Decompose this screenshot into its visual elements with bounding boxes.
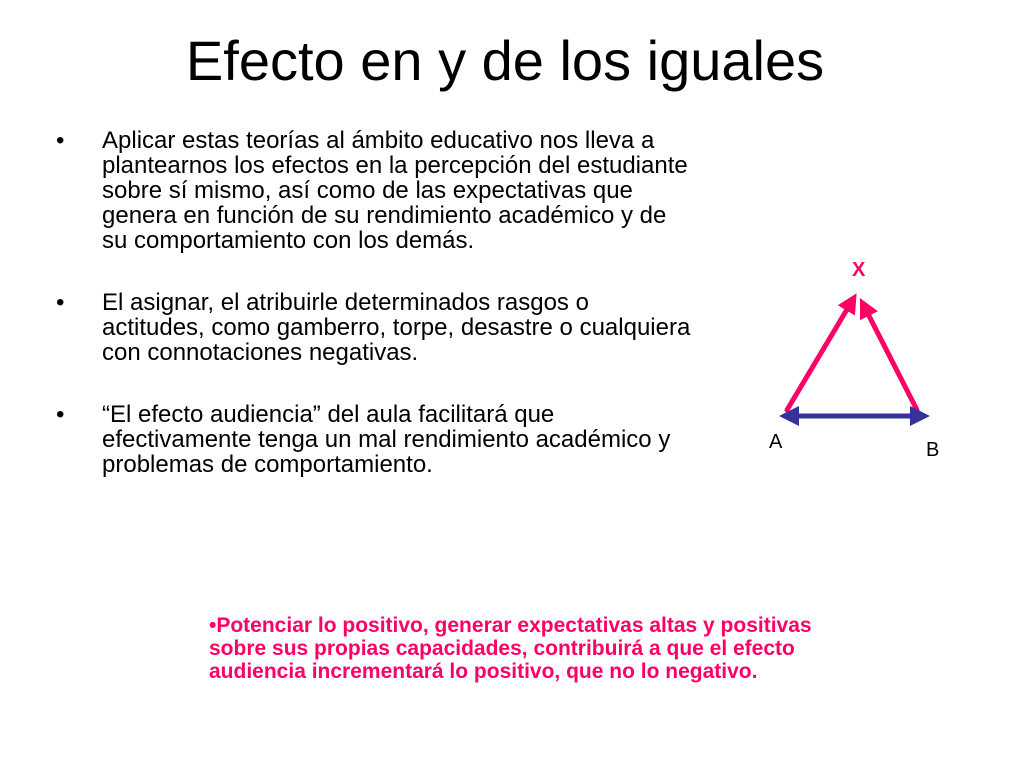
vertex-label-b: B xyxy=(926,439,940,461)
bullet-text: Aplicar estas teorías al ámbito educativo nos lleva a plantearnos los efectos en la percepción del estudiante sobre sí mismo, así como de las expectativas que genera en función de su rendimiento académico y de su comportamiento con los demás. xyxy=(102,127,688,254)
bullet-item xyxy=(56,402,696,477)
bullet-text: “El efecto audiencia” del aula facilitará que efectivamente tenga un mal rendimiento académico y problemas de comportamiento. xyxy=(102,401,671,478)
bullet-marker: • xyxy=(56,401,65,428)
bullet-text: El asignar, el atribuirle determinados rasgos o actitudes, como gamberro, torpe, desastre o cualquiera con connotaciones negativas. xyxy=(102,289,691,366)
bullet-item xyxy=(56,128,696,253)
vertex-label-a: A xyxy=(769,431,783,453)
bullet-marker: • xyxy=(56,289,65,316)
slide-title: Efecto en y de los iguales xyxy=(185,29,825,92)
bullet-marker: • xyxy=(56,127,65,154)
arrow-b-to-x xyxy=(864,306,917,410)
vertex-label-x: X xyxy=(852,259,866,281)
arrow-a-to-x xyxy=(787,301,852,410)
bullet-item xyxy=(56,290,696,365)
highlight-note: •Potenciar lo positivo, generar expectativas altas y positivas sobre sus propias capacidades, contribuirá a que el efecto audiencia incrementará lo positivo, que no lo negativo. xyxy=(209,614,812,683)
bullet-list xyxy=(56,128,696,477)
